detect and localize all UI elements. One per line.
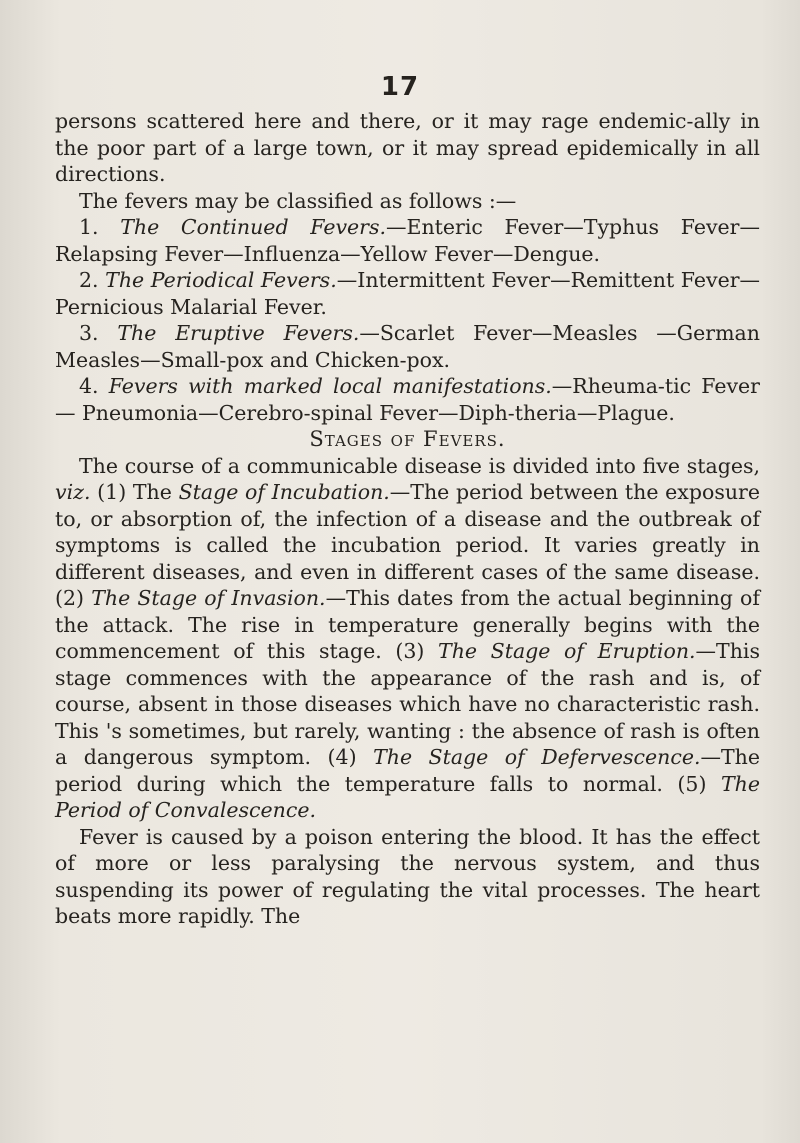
fever-class-4-number: 4. xyxy=(79,374,99,398)
fever-class-2 xyxy=(55,267,760,320)
stages-viz: viz. xyxy=(55,480,91,504)
fever-class-3 xyxy=(55,320,760,373)
classification-intro: The fevers may be classified as follows :— xyxy=(79,188,517,213)
stage-incubation-title: Stage of Incubation. xyxy=(178,480,390,504)
stages-text-3: —The period between the exposure to, or absorption of, the infection of a disease and the outbreak of symptoms is called the incubation period. It varies greatly in different diseases, and even in different cases of the same disease. (2) xyxy=(55,480,760,610)
fever-class-2-number: 2. xyxy=(79,268,99,292)
fever-class-1-list: —Enteric Fever—Typhus Fever—Relapsing Fever—Influenza—Yellow Fever—Dengue. xyxy=(55,215,760,266)
page-body xyxy=(55,108,760,930)
stage-defervescence-title: The Stage of Defervescence. xyxy=(373,745,701,769)
fever-class-3-list: —Scarlet Fever—Measles —German Measles—Small-pox and Chicken-pox. xyxy=(55,321,760,372)
intro-paragraph: persons scattered here and there, or it may rage endemic-ally in the poor part of a large town, or it may spread epidemically in all directions. xyxy=(55,109,760,186)
stages-text-6: —The period during which the temperature falls to normal. (5) xyxy=(55,745,760,796)
fever-class-1 xyxy=(55,214,760,267)
stages-text-5: —This stage commences with the appearance of the rash and is, of course, absent in those diseases which have no characteristic rash. This 's sometimes, but rarely, wanting : the absence of rash is often a dangerous symptom. (4) xyxy=(55,639,760,769)
stages-text-1: The course of a communicable disease is divided into five stages, xyxy=(79,453,760,478)
fever-class-4-list: —Rheuma-tic Fever — Pneumonia—Cerebro-spinal Fever—Diph-theria—Plague. xyxy=(55,374,760,425)
section-heading: Stages of Fevers. xyxy=(309,427,506,451)
page-number: 17 xyxy=(380,72,420,102)
fever-class-2-title: The Periodical Fevers. xyxy=(105,268,337,292)
stages-text-4: —This dates from the actual beginning of the attack. The rise in temperature generally begins with the commencement of this stage. (3) xyxy=(55,586,760,663)
fever-class-4 xyxy=(55,373,760,426)
fever-class-4-title: Fevers with marked local manifestations. xyxy=(108,374,552,398)
fever-class-1-title: The Continued Fevers. xyxy=(120,215,386,239)
stages-text-2: (1) The xyxy=(90,480,179,504)
fever-class-2-list: —Intermittent Fever—Remittent Fever—Pernicious Malarial Fever. xyxy=(55,268,760,319)
fever-class-3-number: 3. xyxy=(79,321,99,345)
stage-eruption-title: The Stage of Eruption. xyxy=(438,639,696,663)
stage-convalescence-title: The Period of Convalescence. xyxy=(55,771,760,822)
fever-class-1-number: 1. xyxy=(79,215,99,239)
fever-class-3-title: The Eruptive Fevers. xyxy=(117,321,360,345)
fever-cause-paragraph: Fever is caused by a poison entering the blood. It has the effect of more or less paralysing the nervous system, and thus suspending its power of regulating the vital processes. The heart beats more rapidly. The xyxy=(55,824,760,928)
stage-invasion-title: The Stage of Invasion. xyxy=(91,586,326,610)
stages-paragraph xyxy=(55,453,760,824)
